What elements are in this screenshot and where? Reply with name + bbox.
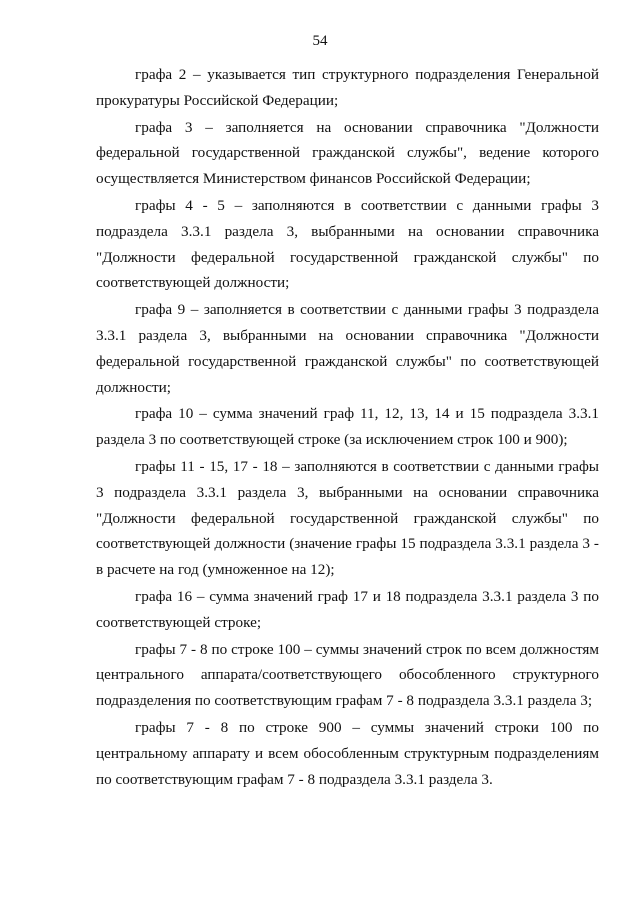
paragraph-grafy-7-8-row-900: графы 7 - 8 по строке 900 – суммы значений строки 100 по центральному аппарату и всем обособленным структурным подразделениям по соответствующим графам 7 - 8 подраздела 3.3.1 раздела 3.	[96, 718, 599, 788]
paragraph-grafa-16: графа 16 – сумма значений граф 17 и 18 подраздела 3.3.1 раздела 3 по соответствующей строке;	[96, 587, 599, 631]
paragraph-grafa-10: графа 10 – сумма значений граф 11, 12, 13, 14 и 15 подраздела 3.3.1 раздела 3 по соответствующей строке (за исключением строк 100 и 900);	[96, 405, 599, 449]
paragraph-grafa-2: графа 2 – указывается тип структурного подразделения Генеральной прокуратуры Российской Федерации;	[96, 66, 599, 109]
page-number: 54	[312, 33, 328, 49]
document-body	[96, 62, 599, 793]
paragraph-grafy-11-18: графы 11 - 15, 17 - 18 – заполняются в соответствии с данными графы 3 подраздела 3.3.1 раздела 3, выбранными на основании справочника "Должности федеральной государственной гражданской службы" по соответствующей должности (значение графы 15 подраздела 3.3.1 раздела 3 - в расчете на год (умноженное на 12);	[96, 457, 599, 579]
paragraph-grafy-4-5: графы 4 - 5 – заполняются в соответствии с данными графы 3 подраздела 3.3.1 раздела 3, выбранными на основании справочника "Должности федеральной государственной гражданской службы" по соответствующей должности;	[96, 196, 599, 292]
paragraph-grafa-3: графа 3 – заполняется на основании справочника "Должности федеральной государственной гражданской службы", ведение которого осуществляется Министерством финансов Российской Федерации;	[96, 118, 599, 188]
paragraph-grafy-7-8-row-100: графы 7 - 8 по строке 100 – суммы значений строк по всем должностям центрального аппарата/соответствующего обособленного структурного подразделения по соответствующим графам 7 - 8 подраздела 3.3.1 раздела 3;	[96, 640, 599, 710]
paragraph-grafa-9: графа 9 – заполняется в соответствии с данными графы 3 подраздела 3.3.1 раздела 3, выбранными на основании справочника "Должности федеральной государственной гражданской службы" по соответствующей должности;	[96, 301, 599, 396]
